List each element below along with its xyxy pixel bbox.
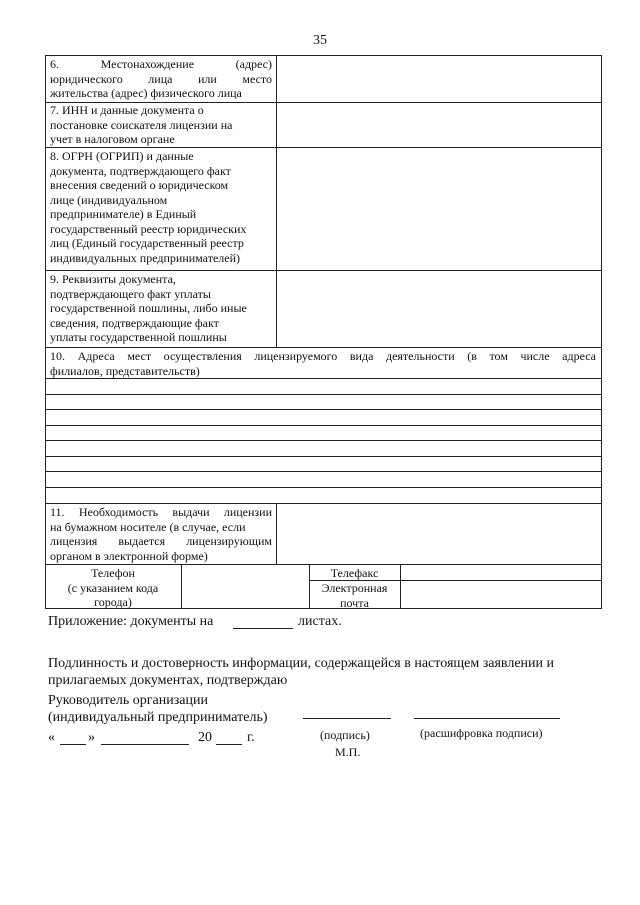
- date-close-quote: »: [88, 730, 95, 745]
- row-9-label: 9. Реквизиты документа, подтверждающего факт уплаты государственной пошлины, либо иные сведения, подтверждающие факт уплаты государственной пошлины: [50, 272, 247, 344]
- email-label: Электронная почта: [321, 581, 388, 610]
- row-separator: [45, 564, 602, 565]
- row-9-value-field[interactable]: [278, 272, 600, 346]
- row-separator: [45, 270, 602, 271]
- signature-line[interactable]: [303, 718, 391, 719]
- row-6-value-field[interactable]: [278, 57, 600, 101]
- decoding-line[interactable]: [414, 718, 560, 719]
- column-divider: [276, 55, 277, 347]
- certify-line-1: Подлинность и достоверность информации, содержащейся в настоящем заявлении и: [48, 656, 555, 671]
- row-10-address-fields[interactable]: [47, 380, 600, 502]
- row-separator: [45, 503, 602, 504]
- column-divider: [276, 503, 277, 564]
- address-line: [45, 378, 602, 379]
- phone-value-field[interactable]: [183, 566, 308, 607]
- row-separator: [45, 147, 602, 148]
- decoding-label: (расшифровка подписи): [420, 726, 543, 740]
- row-8-label: 8. ОГРН (ОГРИП) и данные документа, подтверждающего факт внесения сведений о юридическом лице (индивидуальном предпринимателе) в Единый государственный реестр юридических лиц (Единый государственный реестр индивидуальных предпринимателей): [50, 149, 247, 265]
- stamp-label: М.П.: [335, 745, 361, 759]
- table-border-left: [45, 55, 46, 609]
- row-11-label: 11. Необходимость выдачи лицензии на бумажном носителе (в случае, если лицензия выдается лицензирующим органом в электронной форме): [50, 505, 272, 563]
- date-day-blank[interactable]: [60, 744, 86, 745]
- attachment-sheets-blank[interactable]: [233, 628, 293, 629]
- fax-label: Телефакс: [330, 566, 379, 580]
- head-title: Руководитель организации: [48, 693, 208, 708]
- contacts-divider: [181, 564, 182, 609]
- attachment-suffix: листах.: [298, 614, 342, 629]
- date-open-quote: «: [48, 730, 55, 745]
- table-border-right: [601, 55, 602, 609]
- row-11-value-field[interactable]: [278, 505, 600, 563]
- page-number: 35: [313, 33, 327, 48]
- email-value-field[interactable]: [402, 582, 600, 607]
- date-year-blank[interactable]: [216, 744, 242, 745]
- row-10-label: 10. Адреса мест осуществления лицензируемого вида деятельности (в том числе адреса филиалов, представительств): [50, 349, 596, 378]
- row-7-label: 7. ИНН и данные документа о постановке соискателя лицензии на учет в налоговом органе: [50, 103, 233, 146]
- date-year-suffix: г.: [247, 730, 255, 745]
- row-7-value-field[interactable]: [278, 103, 600, 146]
- signature-label: (подпись): [320, 728, 370, 742]
- row-separator: [45, 347, 602, 348]
- row-6-label: 6. Местонахождение (адрес) юридического лица или место жительства (адрес) физического лица: [50, 57, 272, 100]
- attachment-prefix: Приложение: документы на: [48, 614, 214, 629]
- date-year-prefix: 20: [198, 730, 212, 745]
- table-border-top: [45, 55, 602, 56]
- head-title-sub: (индивидуальный предприниматель): [48, 710, 268, 725]
- row-8-value-field[interactable]: [278, 149, 600, 269]
- date-month-blank[interactable]: [101, 744, 189, 745]
- certify-line-2: прилагаемых документах, подтверждаю: [48, 673, 288, 688]
- fax-value-field[interactable]: [402, 566, 600, 579]
- phone-label: Телефон (с указанием кода города): [67, 566, 159, 609]
- contacts-divider: [400, 564, 401, 609]
